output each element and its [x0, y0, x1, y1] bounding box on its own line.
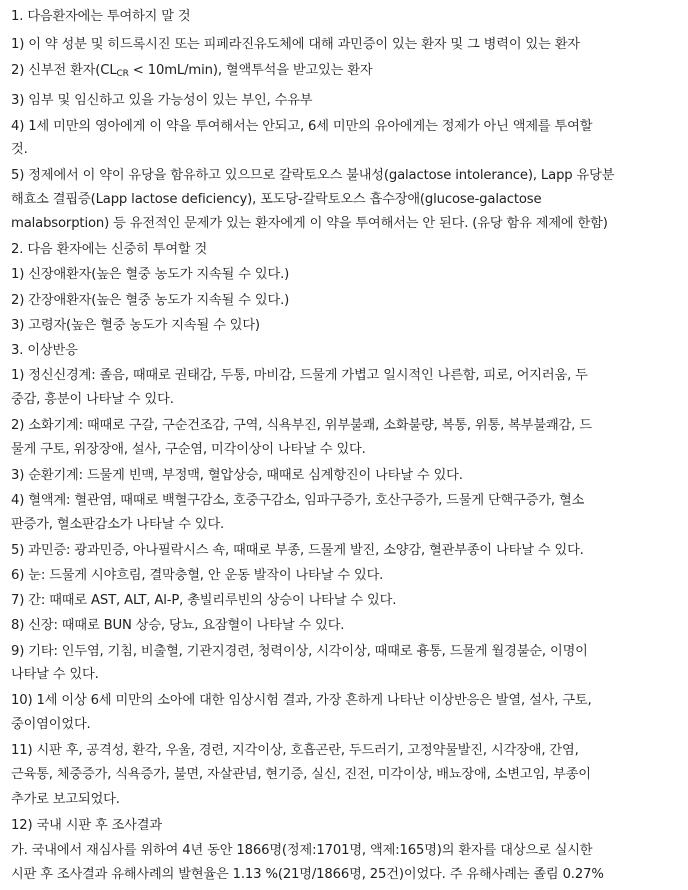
text-line: 나타날 수 있다.: [11, 667, 99, 682]
text-line: 11) 시판 후, 공격성, 환각, 우울, 경련, 지각이상, 호흡곤란, 두드러기, 고정약물발진, 시각장애, 간염,: [11, 743, 579, 758]
text-line: 해효소 결핍증(Lapp lactose deficiency), 포도당-갈락토오스 흡수장애(glucose-galactose: [11, 192, 542, 207]
text-line: 1) 신장애환자(높은 혈중 농도가 지속될 수 있다.): [11, 267, 290, 282]
text-line: 가. 국내에서 재심사를 위하여 4년 동안 1866명(정제:1701명, 액제:165명)의 환자를 대상으로 실시한: [11, 843, 593, 858]
text-line: 1) 이 약 성분 및 히드록시진 또는 피페라진유도체에 대해 과민증이 있는 환자 및 그 병력이 있는 환자: [11, 37, 580, 52]
renal-text-after: < 10mL/min), 혈액투석을 받고있는 환자: [128, 63, 373, 78]
text-line: 중감, 흥분이 나타날 수 있다.: [11, 392, 174, 407]
text-line: 7) 간: 때때로 AST, ALT, Al-P, 총빌리루빈의 상승이 나타날 수 있다.: [11, 593, 397, 608]
text-line: 시판 후 조사결과 유해사례의 발현율은 1.13 %(21명/1866명, 25건)이었다. 주 유해사례는 졸림 0.27%: [11, 867, 604, 882]
text-line: 3) 고령자(높은 혈중 농도가 지속될 수 있다): [11, 318, 260, 333]
text-line: 10) 1세 이상 6세 미만의 소아에 대한 임상시험 결과, 가장 흔하게 나타난 이상반응은 발열, 설사, 구토,: [11, 693, 592, 708]
text-line: 3) 순환기계: 드물게 빈맥, 부정맥, 혈압상승, 때때로 심계항진이 나타날 수 있다.: [11, 468, 463, 483]
text-line: 2) 소화기계: 때때로 구갈, 구순건조감, 구역, 식욕부진, 위부불쾌, 소화불량, 복통, 위통, 복부불쾌감, 드: [11, 418, 592, 433]
text-line: 9) 기타: 인두염, 기침, 비출혈, 기관지경련, 청력이상, 시각이상, 때때로 흉통, 드물게 월경불순, 이명이: [11, 644, 588, 659]
section-heading: 2. 다음 환자에는 신중히 투여할 것: [11, 242, 208, 257]
text-line: 1) 정신신경계: 졸음, 때때로 권태감, 두통, 마비감, 드물게 가볍고 일시적인 나른함, 피로, 어지러움, 두: [11, 368, 588, 383]
text-line: 2) 간장애환자(높은 혈중 농도가 지속될 수 있다.): [11, 293, 290, 308]
text-line-renal: [11, 62, 683, 80]
section-heading: 3. 이상반응: [11, 343, 78, 358]
text-line: 판증가, 혈소판감소가 나타날 수 있다.: [11, 517, 225, 532]
text-line: 추가로 보고되었다.: [11, 792, 120, 807]
text-line: 4) 1세 미만의 영아에게 이 약을 투여해서는 안되고, 6세 미만의 유아에게는 정제가 아닌 액제를 투여할: [11, 119, 593, 134]
text-line: 3) 임부 및 임신하고 있을 가능성이 있는 부인, 수유부: [11, 93, 313, 108]
text-line: 8) 신장: 때때로 BUN 상승, 당뇨, 요잠혈이 나타날 수 있다.: [11, 618, 345, 633]
text-line: 4) 혈액계: 혈관염, 때때로 백혈구감소, 호중구감소, 임파구증가, 호산구증가, 드물게 단핵구증가, 혈소: [11, 493, 585, 508]
text-line: 중이염이었다.: [11, 717, 91, 732]
text-line: 물게 구토, 위장장애, 설사, 구순염, 미각이상이 나타날 수 있다.: [11, 442, 366, 457]
renal-text-subscript: CR: [116, 69, 129, 79]
text-line: 5) 과민증: 광과민증, 아나필락시스 쇽, 때때로 부종, 드물게 발진, 소양감, 혈관부종이 나타날 수 있다.: [11, 543, 584, 558]
text-line: malabsorption) 등 유전적인 문제가 있는 환자에게 이 약을 투여해서는 안 된다. (유당 함유 제제에 한함): [11, 216, 608, 231]
text-line: 5) 정제에서 이 약이 유당을 함유하고 있으므로 갈락토오스 불내성(galactose intolerance), Lapp 유당분: [11, 168, 615, 183]
text-line: 근육통, 체중증가, 식욕증가, 불면, 자살관념, 현기증, 실신, 진전, 미각이상, 배뇨장애, 소변고임, 부종이: [11, 767, 591, 782]
text-line: 것.: [11, 142, 28, 157]
renal-text-before: 2) 신부전 환자(CL: [11, 63, 117, 78]
text-line: 1. 다음환자에는 투여하지 말 것: [11, 9, 191, 24]
text-line: 12) 국내 시판 후 조사결과: [11, 818, 162, 833]
text-line: 6) 눈: 드물게 시야흐림, 결막충혈, 안 운동 발작이 나타날 수 있다.: [11, 568, 384, 583]
